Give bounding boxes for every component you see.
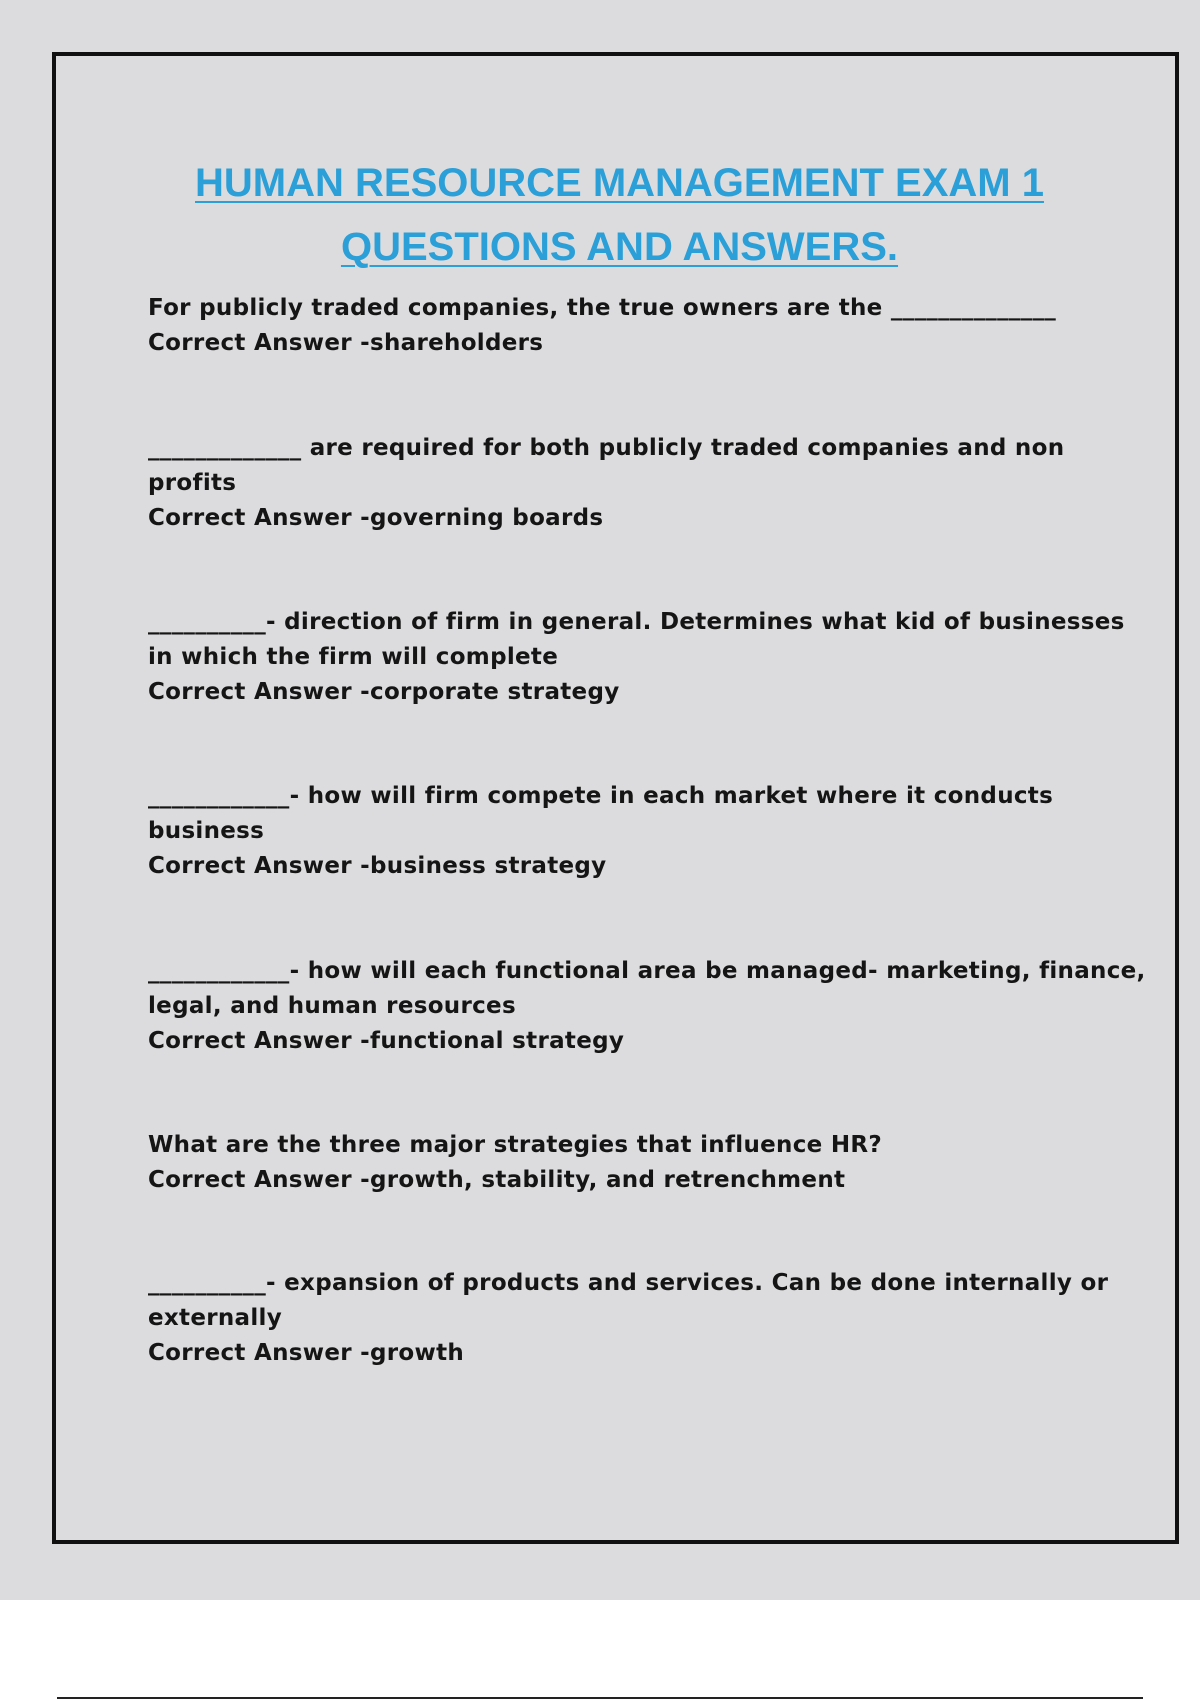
qa-item-2 bbox=[148, 431, 1148, 536]
question-text: __________- expansion of products and services. Can be done internally or externally bbox=[148, 1270, 1109, 1331]
question-text: ____________- how will firm compete in each market where it conducts business bbox=[148, 783, 1054, 844]
answer-text: Correct Answer -governing boards bbox=[148, 505, 604, 531]
qa-item-7 bbox=[148, 1266, 1148, 1371]
qa-item-4 bbox=[148, 779, 1148, 884]
answer-text: Correct Answer -growth, stability, and retrenchment bbox=[148, 1167, 846, 1193]
question-text: ____________- how will each functional area be managed- marketing, finance, legal, and human resources bbox=[148, 958, 1146, 1019]
answer-text: Correct Answer -corporate strategy bbox=[148, 679, 620, 705]
title-line-1: HUMAN RESOURCE MANAGEMENT EXAM 1 bbox=[195, 161, 1044, 205]
answer-text: Correct Answer -growth bbox=[148, 1340, 465, 1366]
question-text: For publicly traded companies, the true owners are the ______________ bbox=[148, 295, 1057, 321]
answer-text: Correct Answer -shareholders bbox=[148, 330, 544, 356]
title-line-2: QUESTIONS AND ANSWERS. bbox=[340, 225, 899, 269]
qa-item-5 bbox=[148, 954, 1148, 1059]
footer-rule bbox=[57, 1697, 1143, 1699]
question-text: What are the three major strategies that influence HR? bbox=[148, 1132, 883, 1158]
answer-text: Correct Answer -functional strategy bbox=[148, 1028, 625, 1054]
document-title bbox=[56, 151, 1183, 279]
answer-text: Correct Answer -business strategy bbox=[148, 853, 607, 879]
question-text: _____________ are required for both publicly traded companies and non profits bbox=[148, 435, 1065, 496]
qa-item-1 bbox=[148, 291, 1148, 361]
qa-item-3 bbox=[148, 605, 1148, 710]
document-frame bbox=[52, 52, 1179, 1544]
qa-item-6 bbox=[148, 1128, 1148, 1198]
question-text: __________- direction of firm in general. Determines what kid of businesses in which the firm will complete bbox=[148, 609, 1125, 670]
